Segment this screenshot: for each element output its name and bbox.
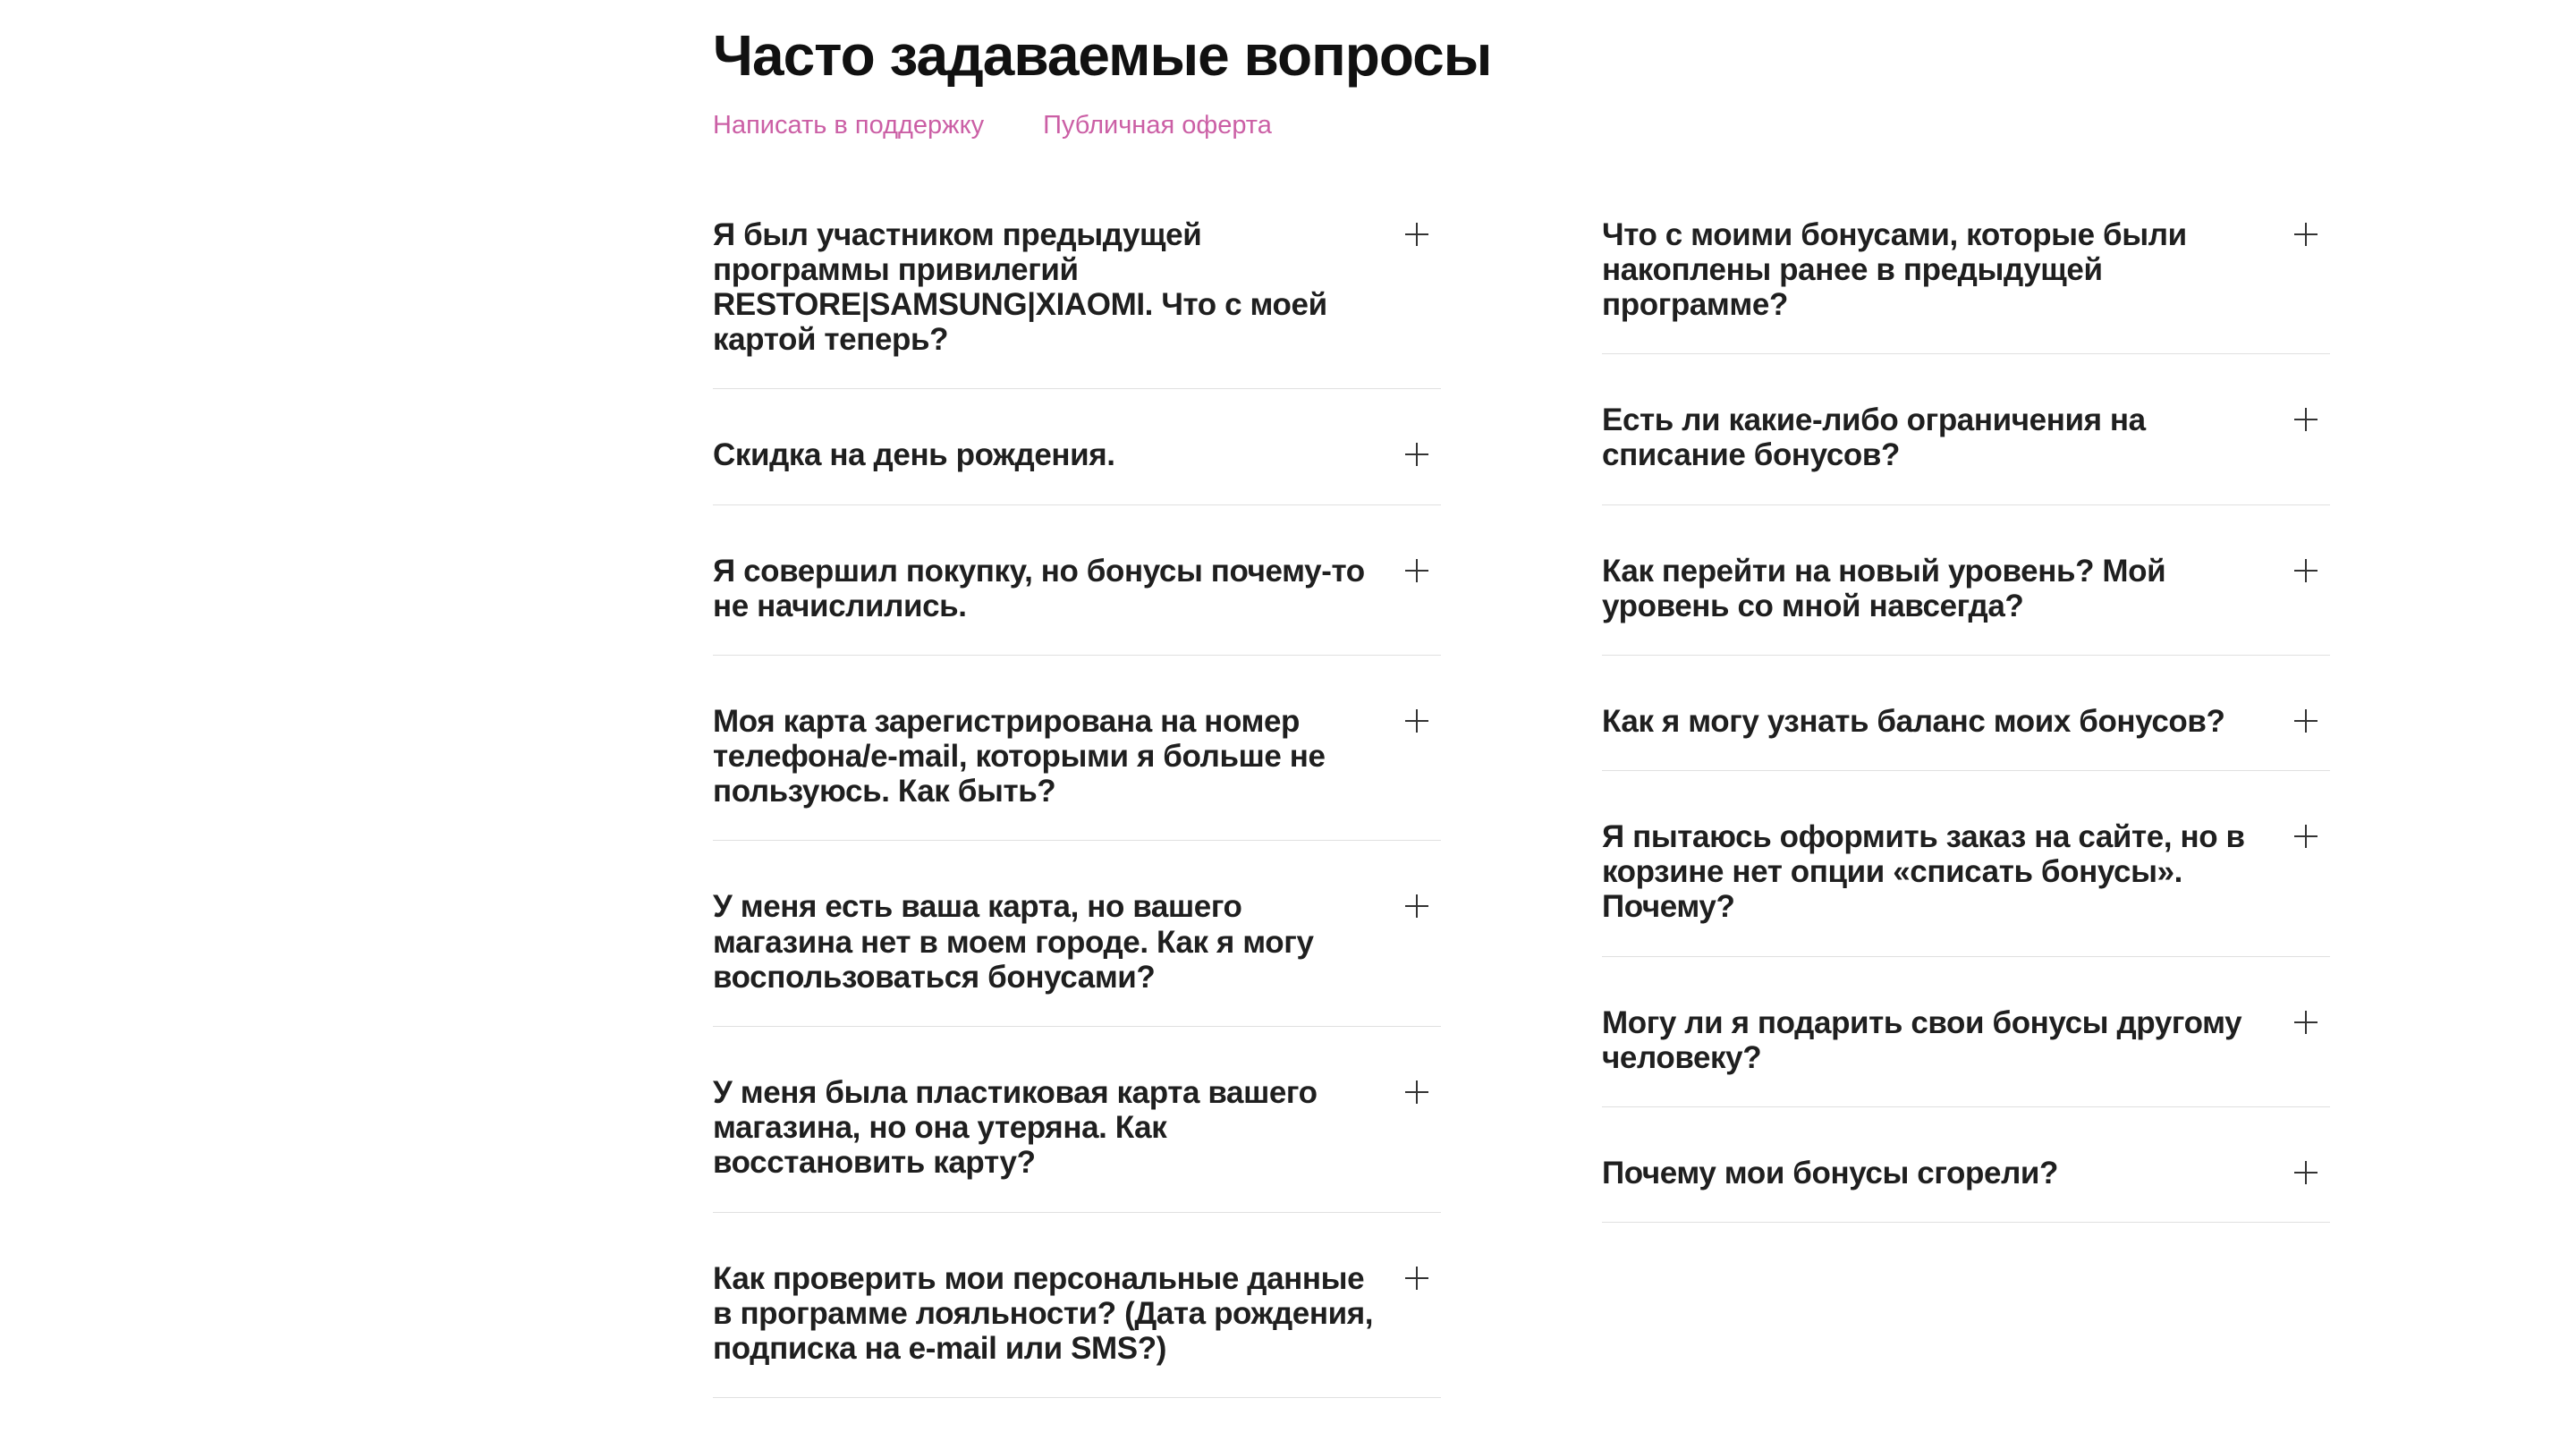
faq-question-text: Я пытаюсь оформить заказ на сайте, но в корзине нет опции «списать бонусы». Почему? (1602, 819, 2245, 925)
faq-item[interactable] (1602, 656, 2330, 771)
plus-icon[interactable] (1405, 443, 1428, 466)
faq-item[interactable] (1602, 1107, 2330, 1223)
public-offer-link[interactable]: Публичная оферта (1043, 110, 1272, 140)
faq-item[interactable] (713, 389, 1441, 504)
support-link[interactable]: Написать в поддержку (713, 110, 985, 140)
plus-icon[interactable] (2294, 709, 2318, 733)
faq-item[interactable] (713, 1213, 1441, 1399)
faq-page (713, 0, 2330, 1398)
faq-column-right (1602, 217, 2330, 1224)
faq-question-text: Как проверить мои персональные данные в программе лояльности? (Дата рождения, подписка на e-mail или SMS?) (713, 1260, 1374, 1366)
faq-item[interactable] (1602, 505, 2330, 656)
links-row (713, 110, 2330, 140)
plus-icon[interactable] (1405, 1267, 1428, 1290)
faq-question-text: Я был участником предыдущей программы привилегий RESTORE|SAMSUNG|XIAOMI. Что с моей картой теперь? (713, 216, 1327, 358)
faq-question-text: Могу ли я подарить свои бонусы другому человеку? (1602, 1004, 2242, 1075)
faq-item[interactable] (1602, 957, 2330, 1107)
plus-icon[interactable] (2294, 223, 2318, 246)
faq-question-text: Как я могу узнать баланс моих бонусов? (1602, 703, 2225, 739)
plus-icon[interactable] (1405, 559, 1428, 582)
faq-question-text: Скидка на день рождения. (713, 437, 1115, 473)
faq-question-text: Есть ли какие-либо ограничения на списание бонусов? (1602, 402, 2146, 473)
faq-item[interactable] (713, 656, 1441, 842)
faq-column-left (713, 217, 1441, 1399)
faq-item[interactable] (713, 1027, 1441, 1213)
page-title: Часто задаваемые вопросы (713, 23, 1492, 88)
faq-question-text: Почему мои бонусы сгорели? (1602, 1156, 2059, 1191)
faq-question-text: У меня есть ваша карта, но вашего магазина нет в моем городе. Как я могу воспользоваться бонусами? (713, 889, 1314, 995)
plus-icon[interactable] (2294, 408, 2318, 431)
faq-item[interactable] (713, 217, 1441, 390)
plus-icon[interactable] (1405, 894, 1428, 918)
plus-icon[interactable] (2294, 1161, 2318, 1184)
faq-item[interactable] (1602, 354, 2330, 504)
faq-list (713, 217, 2330, 1399)
plus-icon[interactable] (1405, 223, 1428, 246)
faq-item[interactable] (713, 841, 1441, 1027)
plus-icon[interactable] (1405, 709, 1428, 733)
faq-item[interactable] (1602, 771, 2330, 957)
plus-icon[interactable] (2294, 559, 2318, 582)
faq-item[interactable] (713, 505, 1441, 656)
faq-question-text: Как перейти на новый уровень? Мой уровень со мной навсегда? (1602, 553, 2166, 623)
plus-icon[interactable] (2294, 825, 2318, 848)
faq-question-text: Моя карта зарегистрирована на номер телефона/e-mail, которыми я больше не пользуюсь. Как быть? (713, 703, 1326, 809)
faq-item[interactable] (1602, 217, 2330, 355)
faq-question-text: Я совершил покупку, но бонусы почему-то не начислились. (713, 553, 1365, 623)
faq-question-text: У меня была пластиковая карта вашего магазина, но она утеряна. Как восстановить карту? (713, 1075, 1318, 1181)
faq-question-text: Что с моими бонусами, которые были накоплены ранее в предыдущей программе? (1602, 216, 2187, 322)
plus-icon[interactable] (2294, 1011, 2318, 1034)
plus-icon[interactable] (1405, 1080, 1428, 1104)
